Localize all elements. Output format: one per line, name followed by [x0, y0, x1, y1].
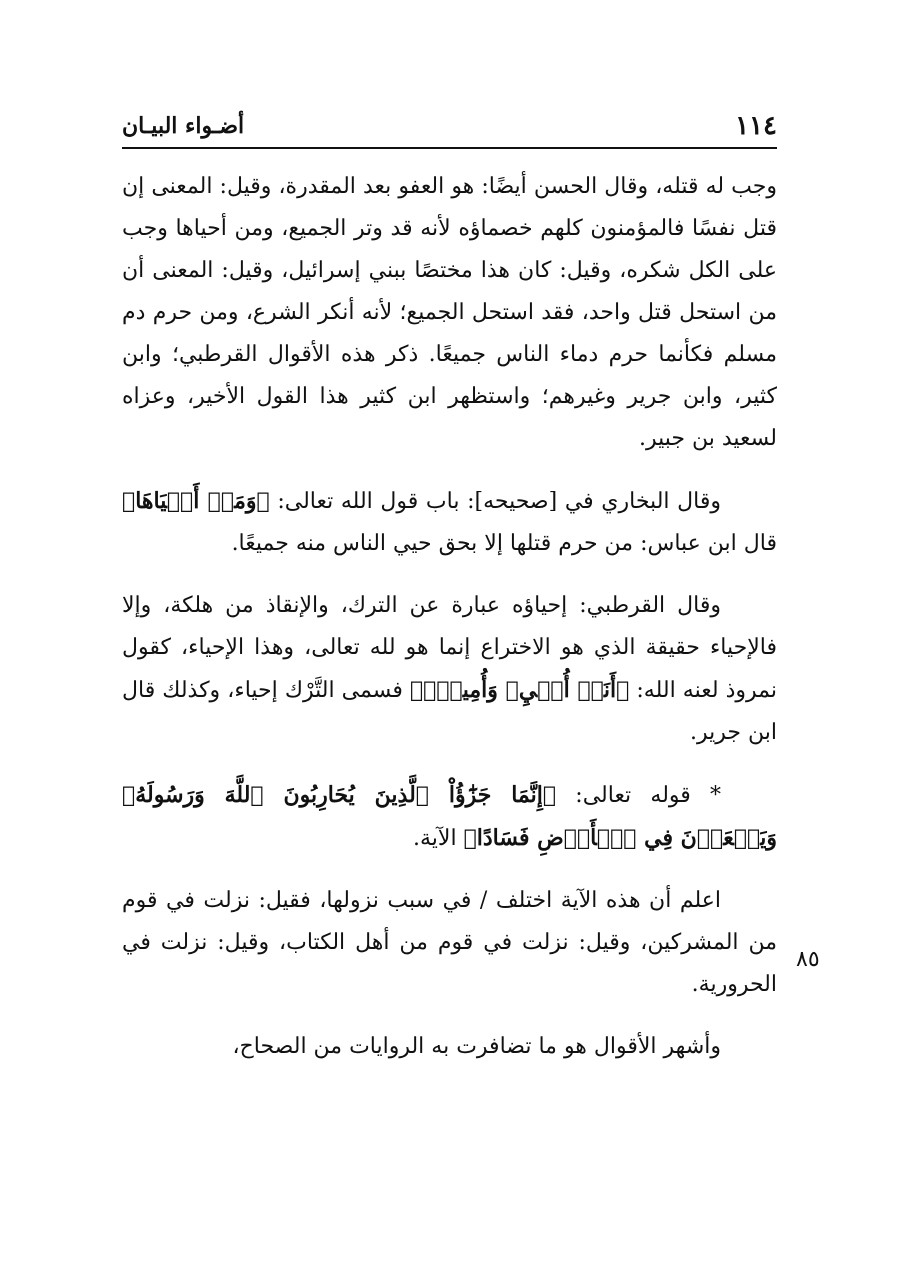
paragraph-text: وأشهر الأقوال هو ما تضافرت به الروايات من الصحاح، — [232, 1034, 721, 1059]
paragraph-text: قال ابن عباس: من حرم قتلها إلا بحق حيي الناس منه جميعًا. — [231, 531, 777, 556]
header-divider — [122, 147, 777, 149]
paragraph — [122, 774, 777, 860]
paragraph — [122, 480, 777, 565]
paragraph-text: اعلم أن هذه الآية اختلف / في سبب نزولها، فقيل: نزلت في قوم من المشركين، وقيل: نزلت في قوم من أهل الكتاب، وقيل: نزلت في الحرورية. — [122, 888, 777, 997]
quran-verse: ﴿أَنَا۠ أُحۡيِۦ وَأُمِيتُۖ﴾ — [409, 677, 630, 703]
paragraph-text: * قوله تعالى: — [556, 783, 721, 808]
paragraph — [122, 880, 777, 1006]
paragraph — [122, 166, 777, 460]
paragraph-text: فسمى التَّرْك إحياء، وكذلك قال ابن جرير. — [122, 678, 777, 745]
paragraph — [122, 1026, 777, 1068]
paragraph-text: وقال القرطبي: إحياؤه عبارة عن الترك، والإنقاذ من هلكة، وإلا فالإحياء حقيقة الذي هو الاختراع إنما هو لله تعالى، وهذا الإحياء، كقول نمروذ لعنه الله: — [122, 593, 778, 703]
page-header — [122, 108, 777, 144]
page-number: ١١٤ — [735, 111, 777, 141]
quran-verse: ﴿إِنَّمَا جَزَٰٓؤُاْ ٱلَّذِينَ يُحَارِبُونَ ٱللَّهَ وَرَسُولَهُۥ وَيَسۡعَوۡنَ فِي ٱلۡأَرۡضِ فَسَادًا﴾ — [122, 782, 777, 851]
page-body — [122, 166, 777, 1088]
paragraph-text: وجب له قتله، وقال الحسن أيضًا: هو العفو بعد المقدرة، وقيل: المعنى إن قتل نفسًا فالمؤمنون كلهم خصماؤه لأنه قد وتر الجميع، ومن أحياها وجب على الكل شكره، وقيل: كان هذا مختصًا ببني إسرائيل، وقيل: المعنى أن من استحل قتل واحد، فقد استحل الجميع؛ لأنه أنكر الشرع، ومن حرم دم مسلم فكأنما حرم دماء الناس جميعًا. ذكر هذه الأقوال القرطبي؛ وابن كثير، وابن جرير وغيرهم؛ واستظهر ابن كثير هذا القول الأخير، وعزاه لسعيد بن جبير. — [122, 174, 777, 451]
paragraph-text: الآية. — [412, 826, 464, 851]
paragraph — [122, 585, 777, 754]
margin-page-reference: ٨٥ — [796, 947, 820, 972]
quran-verse: ﴿وَمَنۡ أَحۡيَاهَا﴾ — [122, 488, 270, 514]
book-title: أضـواء البيـان — [122, 113, 245, 139]
paragraph-text: وقال البخاري في [صحيحه]: باب قول الله تعالى: — [269, 489, 721, 514]
